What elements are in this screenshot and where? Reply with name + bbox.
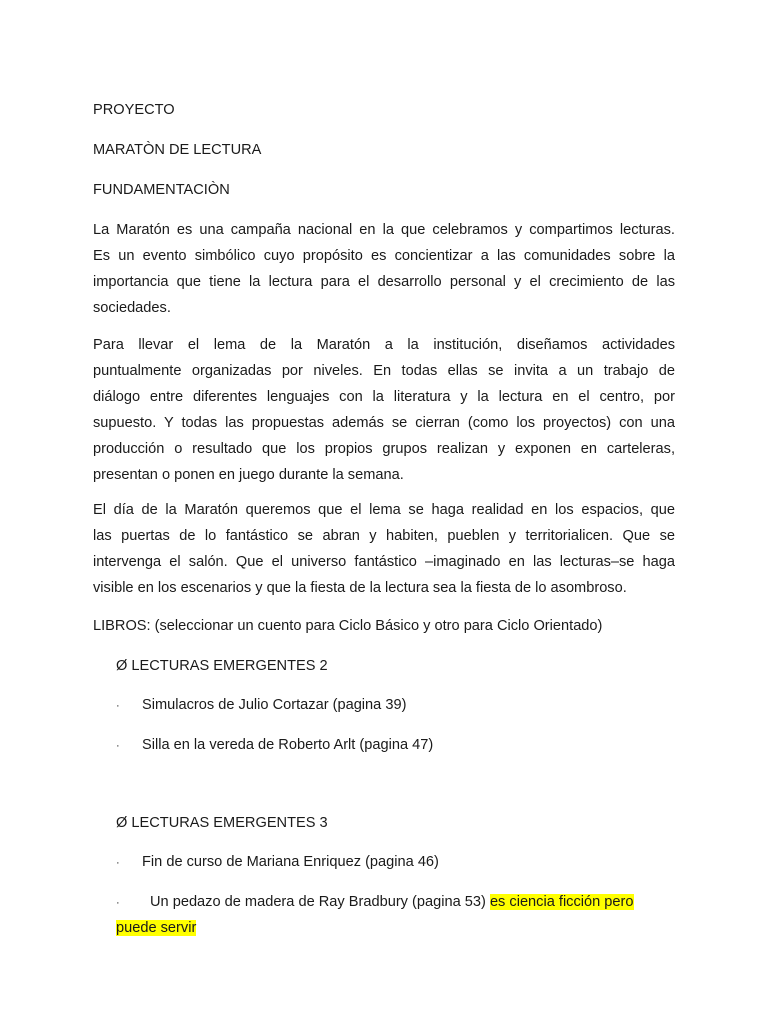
paragraph-line: puntualmente organizadas por niveles. En todas ellas se invita a un trabajo de xyxy=(93,363,675,379)
paragraph-line: supuesto. Y todas las propuestas además se cierran (como los proyectos) con una xyxy=(93,415,675,431)
paragraph-line: importancia que tiene la lectura para el desarrollo personal y el crecimiento de las xyxy=(93,274,675,290)
list-item-line xyxy=(116,915,675,941)
group-title-emergentes-2: Ø LECTURAS EMERGENTES 2 xyxy=(116,658,328,674)
list-item xyxy=(116,849,439,875)
paragraph-line: presentan o ponen en juego durante la semana. xyxy=(93,467,404,483)
paragraph-line: sociedades. xyxy=(93,300,171,316)
highlighted-note: es ciencia ficción pero xyxy=(489,894,634,910)
paragraph-line: diálogo entre diferentes lenguajes con la literatura y la lectura en el centro, por xyxy=(93,389,675,405)
list-item-text: Un pedazo de madera de Ray Bradbury (pagina 53) xyxy=(150,894,486,910)
list-item xyxy=(116,692,406,718)
paragraph-line: El día de la Maratón queremos que el lema se haga realidad en los espacios, que xyxy=(93,502,675,518)
paragraph-line: La Maratón es una campaña nacional en la que celebramos y compartimos lecturas. xyxy=(93,222,675,238)
bullet-icon: · xyxy=(116,740,120,752)
list-item xyxy=(116,889,675,941)
bullet-icon: · xyxy=(116,897,120,909)
paragraph-line: las puertas de lo fantástico se abran y habiten, pueblen y territorialicen. Que se xyxy=(93,528,675,544)
paragraph-line: Para llevar el lema de la Maratón a la institución, diseñamos actividades xyxy=(93,337,675,353)
list-item xyxy=(116,732,433,758)
list-item-line xyxy=(116,889,675,915)
highlighted-note-continued: puede servir xyxy=(116,920,197,936)
document-title: MARATÒN DE LECTURA xyxy=(93,142,262,158)
group-title-emergentes-3: Ø LECTURAS EMERGENTES 3 xyxy=(116,815,328,831)
bullet-icon: · xyxy=(116,857,120,869)
list-item-text: Silla en la vereda de Roberto Arlt (pagina 47) xyxy=(142,737,434,753)
paragraph-line: Es un evento simbólico cuyo propósito es concientizar a las comunidades sobre la xyxy=(93,248,675,264)
libros-label: LIBROS: (seleccionar un cuento para Ciclo Básico y otro para Ciclo Orientado) xyxy=(93,618,603,634)
paragraph-2 xyxy=(93,332,675,488)
heading-proyecto: PROYECTO xyxy=(93,102,175,118)
list-item-text: Simulacros de Julio Cortazar (pagina 39) xyxy=(142,697,407,713)
paragraph-line: visible en los escenarios y que la fiesta de la lectura sea la fiesta de lo asombroso. xyxy=(93,580,627,596)
bullet-icon: · xyxy=(116,700,120,712)
paragraph-1 xyxy=(93,217,675,321)
paragraph-line: intervenga el salón. Que el universo fantástico –imaginado en las lecturas–se haga xyxy=(93,554,675,570)
paragraph-line: producción o resultado que los propios grupos realizan y exponen en carteleras, xyxy=(93,441,675,457)
paragraph-3 xyxy=(93,497,675,601)
list-item-text: Fin de curso de Mariana Enriquez (pagina 46) xyxy=(142,854,439,870)
heading-fundamentacion: FUNDAMENTACIÒN xyxy=(93,182,230,198)
